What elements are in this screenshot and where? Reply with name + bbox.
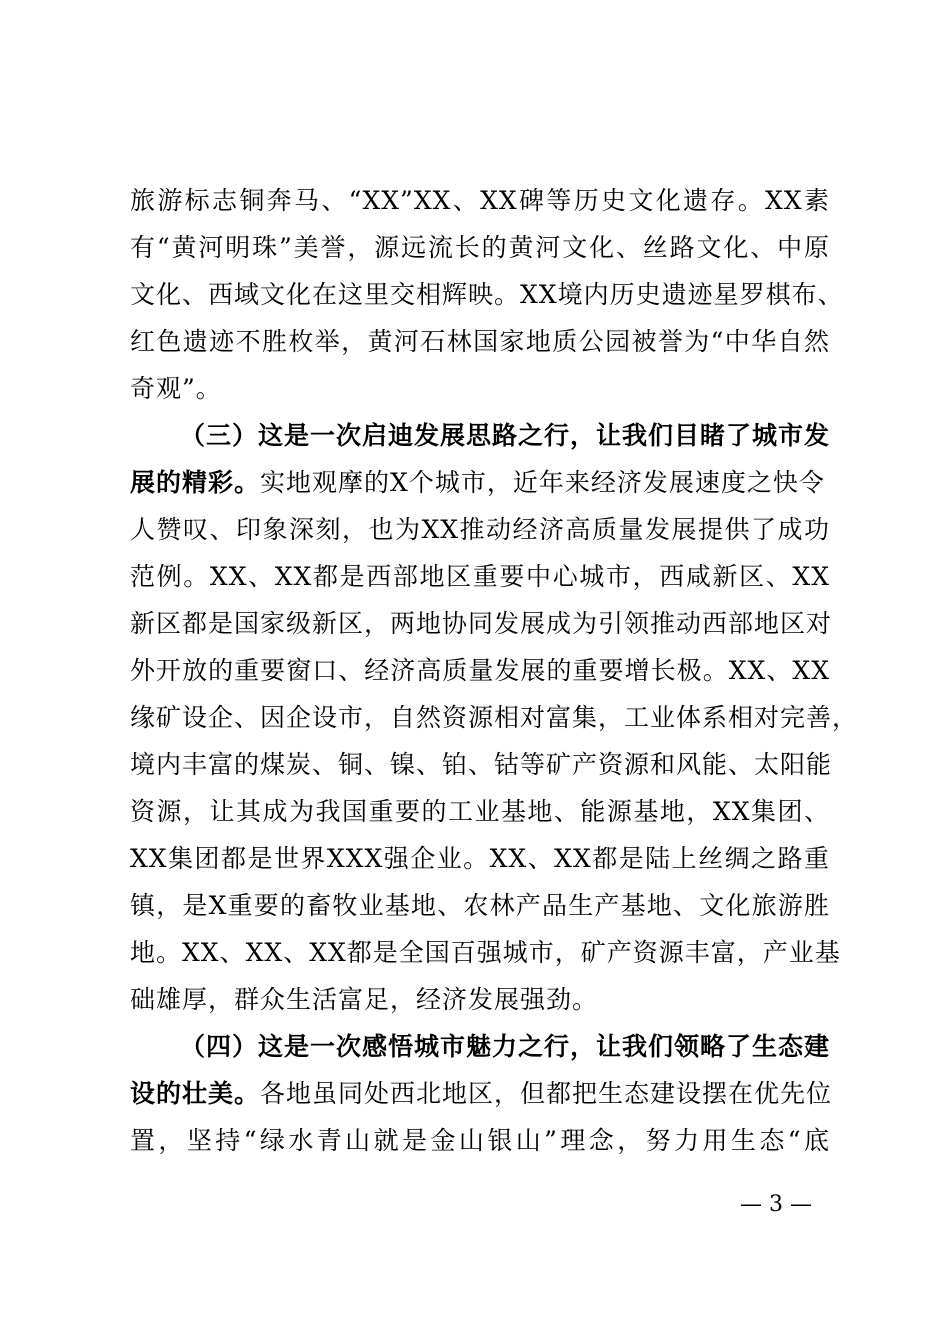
paragraph-line: 外开放的重要窗口、经济高质量发展的重要增长极。XX、XX [130, 656, 830, 685]
paragraph-line-mixed [130, 466, 830, 500]
section-heading-line: （四）这是一次感悟城市魅力之行，让我们领略了生态建 [180, 1032, 831, 1061]
paragraph-line: 新区都是国家级新区，两地协同发展成为引领推动西部地区对 [130, 609, 833, 638]
paragraph-line: 缘矿设企、因企设市，自然资源相对富集，工业体系相对完善， [130, 703, 859, 732]
paragraph-line: 红色遗迹不胜枚举，黄河石林国家地质公园被誉为“中华自然 [130, 327, 830, 356]
paragraph-line: 范例。XX、XX都是西部地区重要中心城市，西咸新区、XX [130, 562, 830, 591]
paragraph-line: 奇观”。 [130, 374, 222, 403]
paragraph-line: 境内丰富的煤炭、铜、镍、铂、钴等矿产资源和风能、太阳能 [130, 750, 833, 779]
section-heading-tail: 展的精彩。 [130, 468, 261, 497]
paragraph-line-mixed [130, 1077, 833, 1111]
paragraph-line: 置，坚持“绿水青山就是金山银山”理念，努力用生态“底 [130, 1126, 830, 1155]
paragraph-line: XX集团都是世界XXX强企业。XX、XX都是陆上丝绸之路重 [130, 844, 830, 873]
section-heading-tail: 设的壮美。 [130, 1079, 261, 1108]
paragraph-line: 旅游标志铜奔马、“XX”XX、XX碑等历史文化遗存。XX素 [130, 186, 830, 215]
paragraph-line: 资源，让其成为我国重要的工业基地、能源基地，XX集团、 [130, 797, 830, 826]
paragraph-text: 实地观摩的X个城市，近年来经济发展速度之快令 [260, 468, 825, 497]
paragraph-line: 文化、西域文化在这里交相辉映。XX境内历史遗迹星罗棋布、 [130, 280, 844, 309]
paragraph-line: 有“黄河明珠”美誉，源远流长的黄河文化、丝路文化、中原 [130, 233, 830, 262]
section-heading-line: （三）这是一次启迪发展思路之行，让我们目睹了城市发 [180, 421, 831, 450]
paragraph-line: 地。XX、XX、XX都是全国百强城市，矿产资源丰富，产业基 [130, 938, 841, 967]
page-number: — 3 — [740, 1192, 812, 1217]
paragraph-line: 镇，是X重要的畜牧业基地、农林产品生产基地、文化旅游胜 [130, 891, 830, 920]
paragraph-line: 人赞叹、印象深刻，也为XX推动经济高质量发展提供了成功 [130, 515, 830, 544]
paragraph-text: 各地虽同处西北地区，但都把生态建设摆在优先位 [260, 1079, 833, 1108]
paragraph-line: 础雄厚，群众生活富足，经济发展强劲。 [130, 985, 599, 1014]
